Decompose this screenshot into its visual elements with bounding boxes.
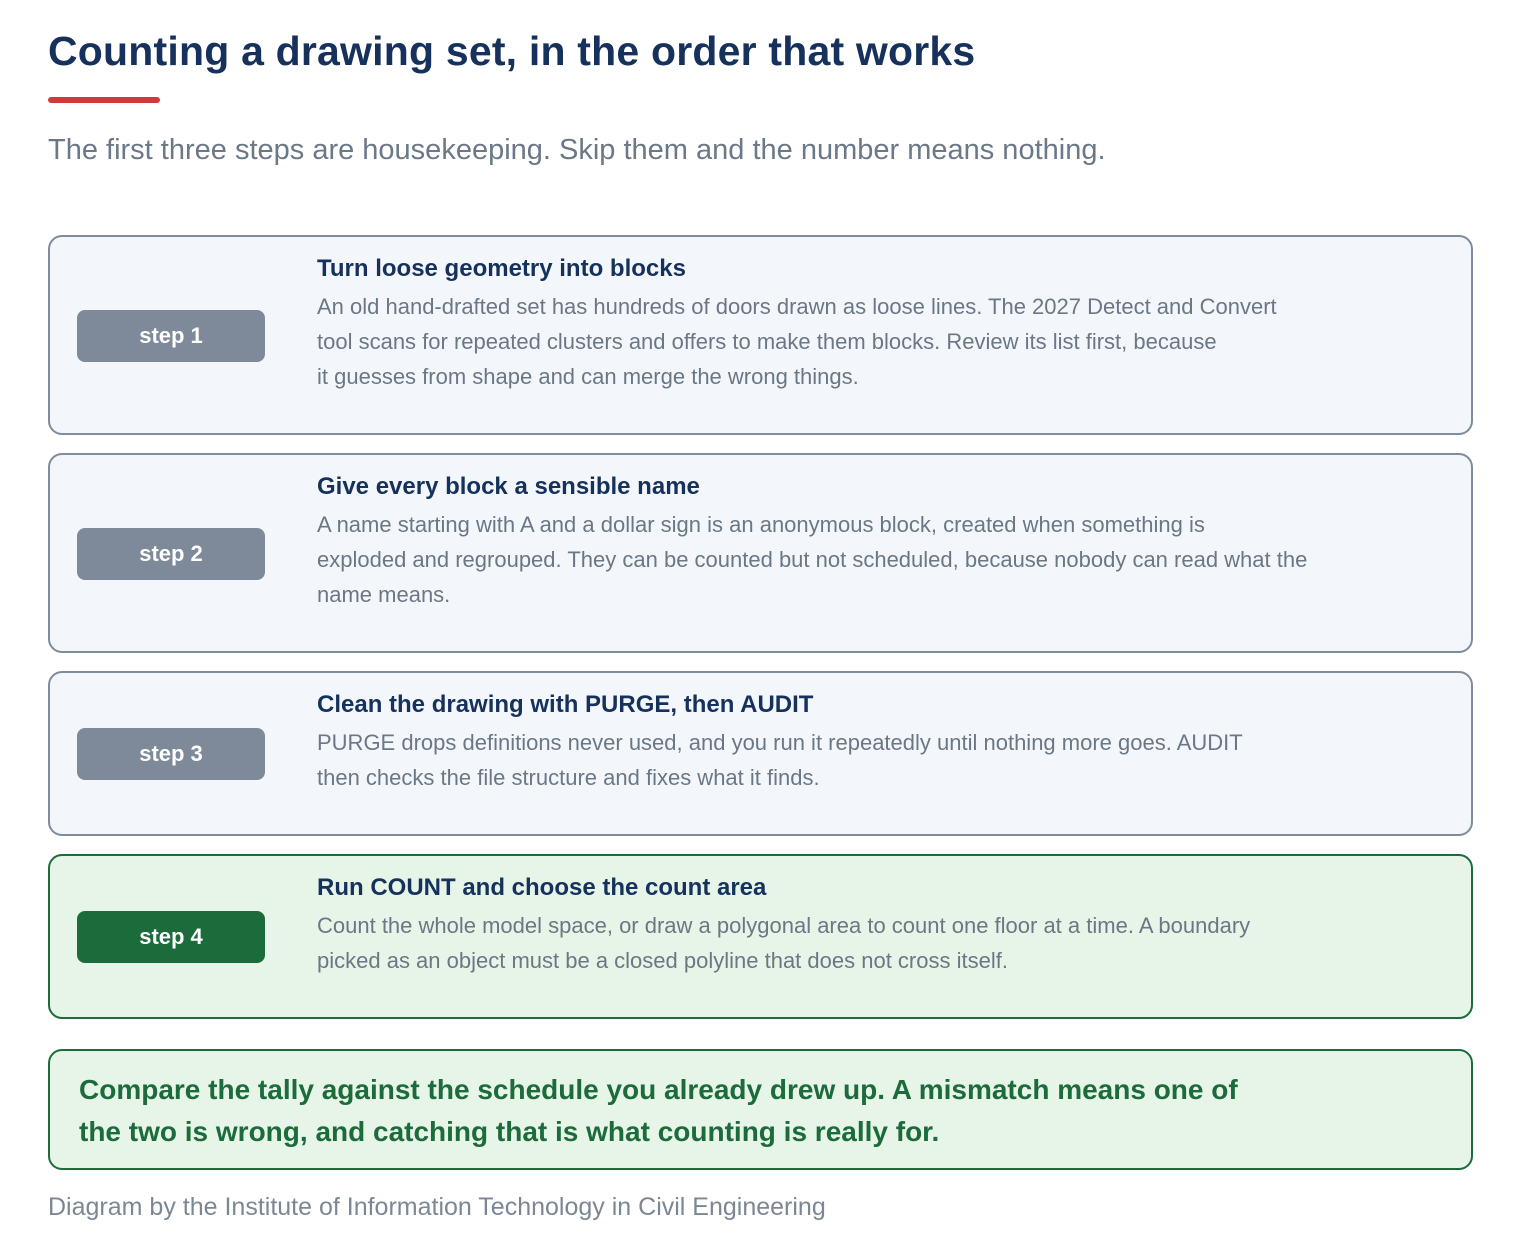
step-title: Run COUNT and choose the count area	[317, 874, 767, 901]
step-description	[317, 507, 1377, 612]
step-card-4	[48, 854, 1473, 1019]
page-subtitle: The first three steps are housekeeping. Skip them and the number means nothing.	[48, 134, 1106, 166]
conclusion-text	[79, 1069, 1238, 1153]
step-title: Clean the drawing with PURGE, then AUDIT	[317, 691, 814, 718]
step-title: Give every block a sensible name	[317, 473, 700, 500]
step-badge: step 3	[77, 728, 265, 780]
step-badge: step 4	[77, 911, 265, 963]
step-badge: step 2	[77, 528, 265, 580]
page-title: Counting a drawing set, in the order that works	[48, 28, 976, 74]
step-description-line: it guesses from shape and can merge the wrong things.	[317, 364, 859, 389]
step-description-line: then checks the file structure and fixes what it finds.	[317, 765, 820, 790]
step-description-line: PURGE drops definitions never used, and you run it repeatedly until nothing more goes. AUDIT	[317, 730, 1243, 755]
step-description-line: tool scans for repeated clusters and offers to make them blocks. Review its list first, because	[317, 329, 1217, 354]
step-description-line: A name starting with A and a dollar sign is an anonymous block, created when something is	[317, 512, 1205, 537]
step-badge: step 1	[77, 310, 265, 362]
step-description	[317, 908, 1377, 978]
step-description	[317, 725, 1377, 795]
step-description-line: Count the whole model space, or draw a polygonal area to count one floor at a time. A boundary	[317, 913, 1251, 938]
step-description-line: name means.	[317, 582, 451, 607]
conclusion-line: the two is wrong, and catching that is what counting is really for.	[79, 1116, 940, 1147]
title-underline	[48, 97, 160, 103]
step-description-line: An old hand-drafted set has hundreds of doors drawn as loose lines. The 2027 Detect and Convert	[317, 294, 1277, 319]
step-card-3	[48, 671, 1473, 836]
diagram-credit: Diagram by the Institute of Information Technology in Civil Engineering	[48, 1193, 826, 1221]
conclusion-callout	[48, 1049, 1473, 1170]
step-card-2	[48, 453, 1473, 653]
step-card-1	[48, 235, 1473, 435]
step-title: Turn loose geometry into blocks	[317, 255, 686, 282]
conclusion-line: Compare the tally against the schedule you already drew up. A mismatch means one of	[79, 1074, 1238, 1105]
step-description	[317, 289, 1377, 394]
step-description-line: exploded and regrouped. They can be counted but not scheduled, because nobody can read what the	[317, 547, 1308, 572]
step-description-line: picked as an object must be a closed polyline that does not cross itself.	[317, 948, 1008, 973]
